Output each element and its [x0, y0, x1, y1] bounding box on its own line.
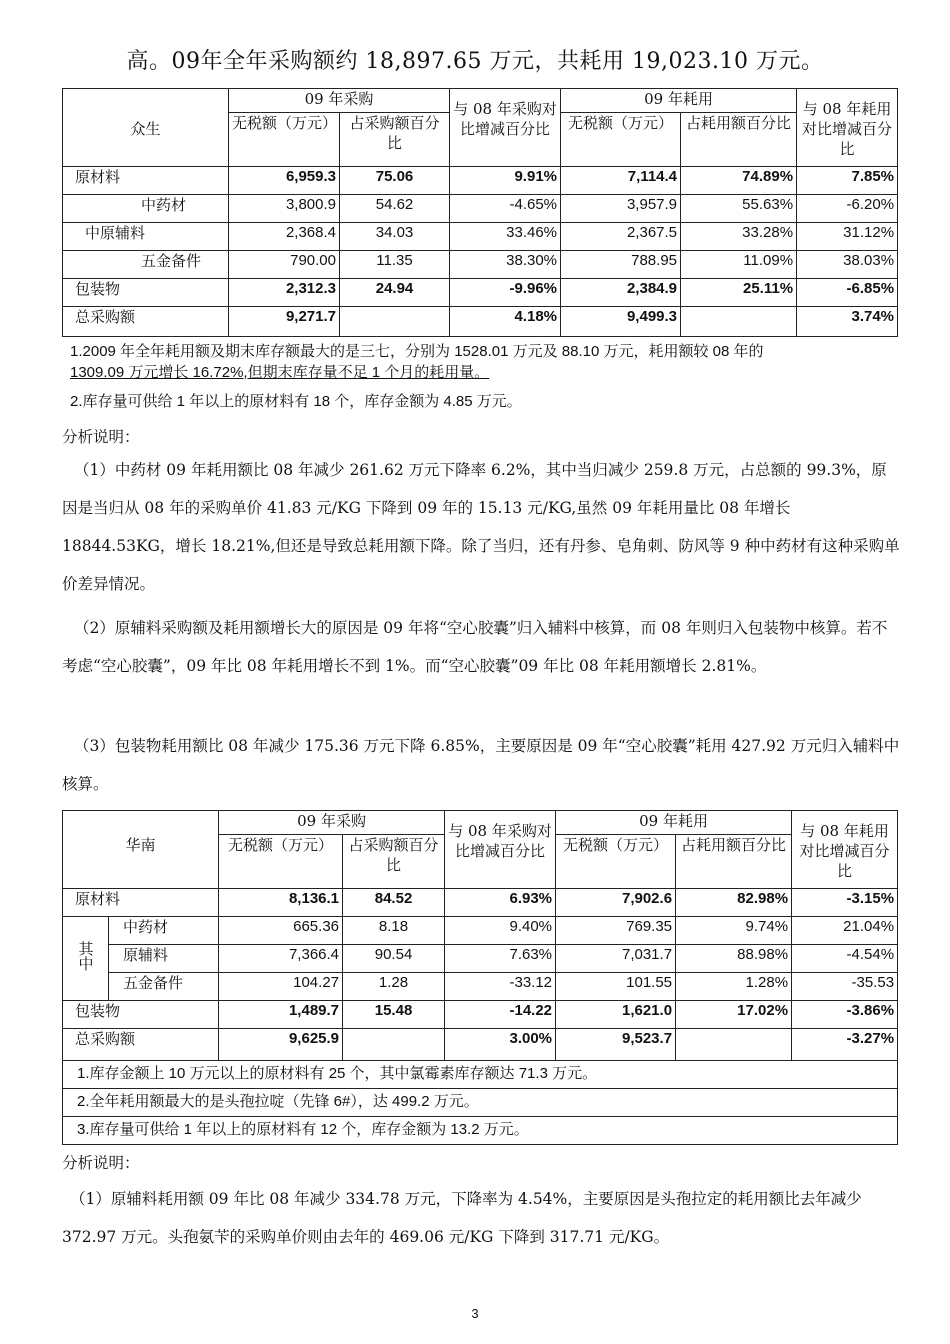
row-label: 原材料 [63, 889, 219, 917]
table1-note-2: 2.库存量可供给 1 年以上的原材料有 18 个，库存金额为 4.85 万元。 [70, 393, 522, 410]
usage-amount: 769.35 [556, 917, 676, 945]
row-label: 五金备件 [63, 251, 229, 279]
usage-pct: 88.98% [676, 945, 792, 973]
analysis2-title: 分析说明： [62, 1154, 140, 1172]
purchase-yoy: -14.22 [445, 1001, 556, 1029]
purchase-pct: 11.35 [340, 251, 450, 279]
purchase-group-header: 09 年采购 [229, 89, 450, 113]
usage-pct-header: 占耗用额百分比 [676, 835, 792, 889]
usage-yoy: 21.04% [792, 917, 898, 945]
usage-yoy-header: 与 08 年耗用对比增减百分比 [797, 89, 898, 167]
purchase-pct: 1.28 [343, 973, 445, 1001]
headline: 高。09年全年采购额约 18,897.65 万元，共耗用 19,023.10 万元。 [126, 49, 824, 74]
table-row [63, 307, 898, 337]
purchase-amount: 1,489.7 [219, 1001, 343, 1029]
row-label: 包装物 [63, 279, 229, 307]
table-row [63, 1001, 898, 1029]
purchase-amount: 9,271.7 [229, 307, 340, 337]
usage-amount: 9,523.7 [556, 1029, 676, 1061]
purchase-yoy: -4.65% [450, 195, 561, 223]
row-label: 中药材 [109, 917, 219, 945]
purchase-yoy: 38.30% [450, 251, 561, 279]
analysis2-para-1: （1）原辅料耗用额 09 年比 08 年减少 334.78 万元，下降率为 4.54%，主要原因是头孢拉定的耗用额比去年减少 372.97 万元。头孢氨苄的采购单价则由去年的 469.06 元/KG 下降到 317.71 元/KG。 [62, 1190, 862, 1246]
purchase-yoy: -9.96% [450, 279, 561, 307]
analysis1-para-1: （1）中药材 09 年耗用额比 08 年减少 261.62 万元下降率 6.2%，其中当归减少 259.8 万元，占总额的 99.3%，原因是当归从 08 年的采购单价 41.83 元/KG 下降到 09 年的 15.13 元/KG,虽然 09 年耗用量比 08 年增长 18844.53KG，增长 18.21%,但还是导致总耗用额下降。除了当归，还有丹参、皂角刺、防风等 9 种中药材有这种采购单价差异情况。 [62, 461, 900, 593]
row-label: 五金备件 [109, 973, 219, 1001]
usage-yoy: 7.85% [797, 167, 898, 195]
usage-amount: 7,031.7 [556, 945, 676, 973]
purchase-pct [343, 1029, 445, 1061]
purchase-pct: 54.62 [340, 195, 450, 223]
analysis1-para-3: （3）包装物耗用额比 08 年减少 175.36 万元下降 6.85%，主要原因是 09 年“空心胶囊”耗用 427.92 万元归入辅料中核算。 [62, 737, 900, 793]
purchase-amount: 3,800.9 [229, 195, 340, 223]
purchase-pct: 75.06 [340, 167, 450, 195]
table-row [63, 1029, 898, 1061]
usage-pct: 17.02% [676, 1001, 792, 1029]
table-row [63, 195, 898, 223]
usage-notax-header: 无税额（万元） [561, 113, 681, 167]
row-label: 总采购额 [63, 307, 229, 337]
purchase-amount: 2,368.4 [229, 223, 340, 251]
usage-group-header: 09 年耗用 [561, 89, 797, 113]
usage-pct [676, 1029, 792, 1061]
purchase-pct: 84.52 [343, 889, 445, 917]
usage-yoy-header: 与 08 年耗用对比增减百分比 [792, 811, 898, 889]
purchase-pct [340, 307, 450, 337]
usage-pct: 33.28% [681, 223, 797, 251]
usage-yoy: 38.03% [797, 251, 898, 279]
table-row [63, 279, 898, 307]
row-label: 原材料 [63, 167, 229, 195]
usage-pct-header: 占耗用额百分比 [681, 113, 797, 167]
row-label: 中原辅料 [63, 223, 229, 251]
table2-note-row [63, 1117, 898, 1145]
analysis1-para-2: （2）原辅料采购额及耗用额增长大的原因是 09 年将“空心胶囊”归入辅料中核算，而 08 年则归入包装物中核算。若不考虑“空心胶囊”，09 年比 08 年耗用增长不到 1%。而“空心胶囊”09 年比 08 年耗用额增长 2.81%。 [62, 619, 888, 675]
table-zhongsheng [62, 88, 898, 337]
purchase-group-header: 09 年采购 [219, 811, 445, 835]
row-label: 包装物 [63, 1001, 219, 1029]
page-number: 3 [471, 1306, 479, 1321]
purchase-pct-header: 占采购额百分比 [343, 835, 445, 889]
purchase-pct: 34.03 [340, 223, 450, 251]
table-row [63, 917, 898, 945]
purchase-pct: 90.54 [343, 945, 445, 973]
usage-pct: 1.28% [676, 973, 792, 1001]
usage-yoy: -6.85% [797, 279, 898, 307]
table-row [63, 167, 898, 195]
company-cell: 众生 [63, 89, 229, 167]
row-label: 中药材 [63, 195, 229, 223]
purchase-amount: 8,136.1 [219, 889, 343, 917]
table1-note-1: 1.2009 年全年耗用额及期末库存额最大的是三七，分别为 1528.01 万元及 88.10 万元，耗用额较 08 年的 [70, 343, 764, 360]
usage-amount: 101.55 [556, 973, 676, 1001]
usage-yoy: -3.86% [792, 1001, 898, 1029]
purchase-yoy: 7.63% [445, 945, 556, 973]
usage-pct: 25.11% [681, 279, 797, 307]
usage-yoy: 31.12% [797, 223, 898, 251]
usage-yoy: -3.27% [792, 1029, 898, 1061]
purchase-amount: 9,625.9 [219, 1029, 343, 1061]
purchase-notax-header: 无税额（万元） [219, 835, 343, 889]
usage-pct: 82.98% [676, 889, 792, 917]
table-row [63, 945, 898, 973]
table-row [63, 223, 898, 251]
usage-amount: 7,902.6 [556, 889, 676, 917]
usage-amount: 3,957.9 [561, 195, 681, 223]
purchase-amount: 790.00 [229, 251, 340, 279]
table-row [63, 889, 898, 917]
purchase-yoy: 6.93% [445, 889, 556, 917]
usage-yoy: -4.54% [792, 945, 898, 973]
purchase-amount: 6,959.3 [229, 167, 340, 195]
purchase-amount: 104.27 [219, 973, 343, 1001]
table-row [63, 973, 898, 1001]
purchase-yoy: 9.91% [450, 167, 561, 195]
purchase-pct: 8.18 [343, 917, 445, 945]
purchase-amount: 665.36 [219, 917, 343, 945]
table2-note-3: 3.库存量可供给 1 年以上的原材料有 12 个，库存金额为 13.2 万元。 [63, 1117, 898, 1145]
purchase-yoy: 3.00% [445, 1029, 556, 1061]
purchase-yoy-header: 与 08 年采购对比增减百分比 [445, 811, 556, 889]
usage-yoy: -6.20% [797, 195, 898, 223]
usage-yoy: 3.74% [797, 307, 898, 337]
row-label: 原辅料 [109, 945, 219, 973]
usage-group-header: 09 年耗用 [556, 811, 792, 835]
purchase-amount: 7,366.4 [219, 945, 343, 973]
sub-items-side-label: 其中 [63, 917, 109, 1001]
row-label: 总采购额 [63, 1029, 219, 1061]
usage-yoy: -3.15% [792, 889, 898, 917]
purchase-notax-header: 无税额（万元） [229, 113, 340, 167]
usage-amount: 788.95 [561, 251, 681, 279]
table-huanan [62, 810, 898, 1145]
table1-note-1-cont: 1309.09 万元增长 16.72%,但期末库存量不足 1 个月的耗用量。 [70, 364, 490, 381]
purchase-pct-header: 占采购额百分比 [340, 113, 450, 167]
usage-amount: 1,621.0 [556, 1001, 676, 1029]
table2-note-2: 2.全年耗用额最大的是头孢拉啶（先锋 6#），达 499.2 万元。 [63, 1089, 898, 1117]
table2-note-1: 1.库存金额上 10 万元以上的原材料有 25 个，其中氯霉素库存额达 71.3 万元。 [63, 1061, 898, 1089]
table-row [63, 251, 898, 279]
purchase-yoy: 33.46% [450, 223, 561, 251]
company-cell: 华南 [63, 811, 219, 889]
analysis1-title: 分析说明： [62, 428, 140, 446]
table2-note-row [63, 1089, 898, 1117]
usage-yoy: -35.53 [792, 973, 898, 1001]
usage-pct: 55.63% [681, 195, 797, 223]
usage-pct: 9.74% [676, 917, 792, 945]
usage-pct [681, 307, 797, 337]
usage-notax-header: 无税额（万元） [556, 835, 676, 889]
purchase-yoy: -33.12 [445, 973, 556, 1001]
purchase-yoy: 9.40% [445, 917, 556, 945]
purchase-pct: 15.48 [343, 1001, 445, 1029]
purchase-amount: 2,312.3 [229, 279, 340, 307]
usage-pct: 74.89% [681, 167, 797, 195]
usage-amount: 2,367.5 [561, 223, 681, 251]
usage-amount: 9,499.3 [561, 307, 681, 337]
purchase-yoy-header: 与 08 年采购对比增减百分比 [450, 89, 561, 167]
usage-amount: 2,384.9 [561, 279, 681, 307]
usage-amount: 7,114.4 [561, 167, 681, 195]
table2-note-row [63, 1061, 898, 1089]
purchase-yoy: 4.18% [450, 307, 561, 337]
usage-pct: 11.09% [681, 251, 797, 279]
purchase-pct: 24.94 [340, 279, 450, 307]
